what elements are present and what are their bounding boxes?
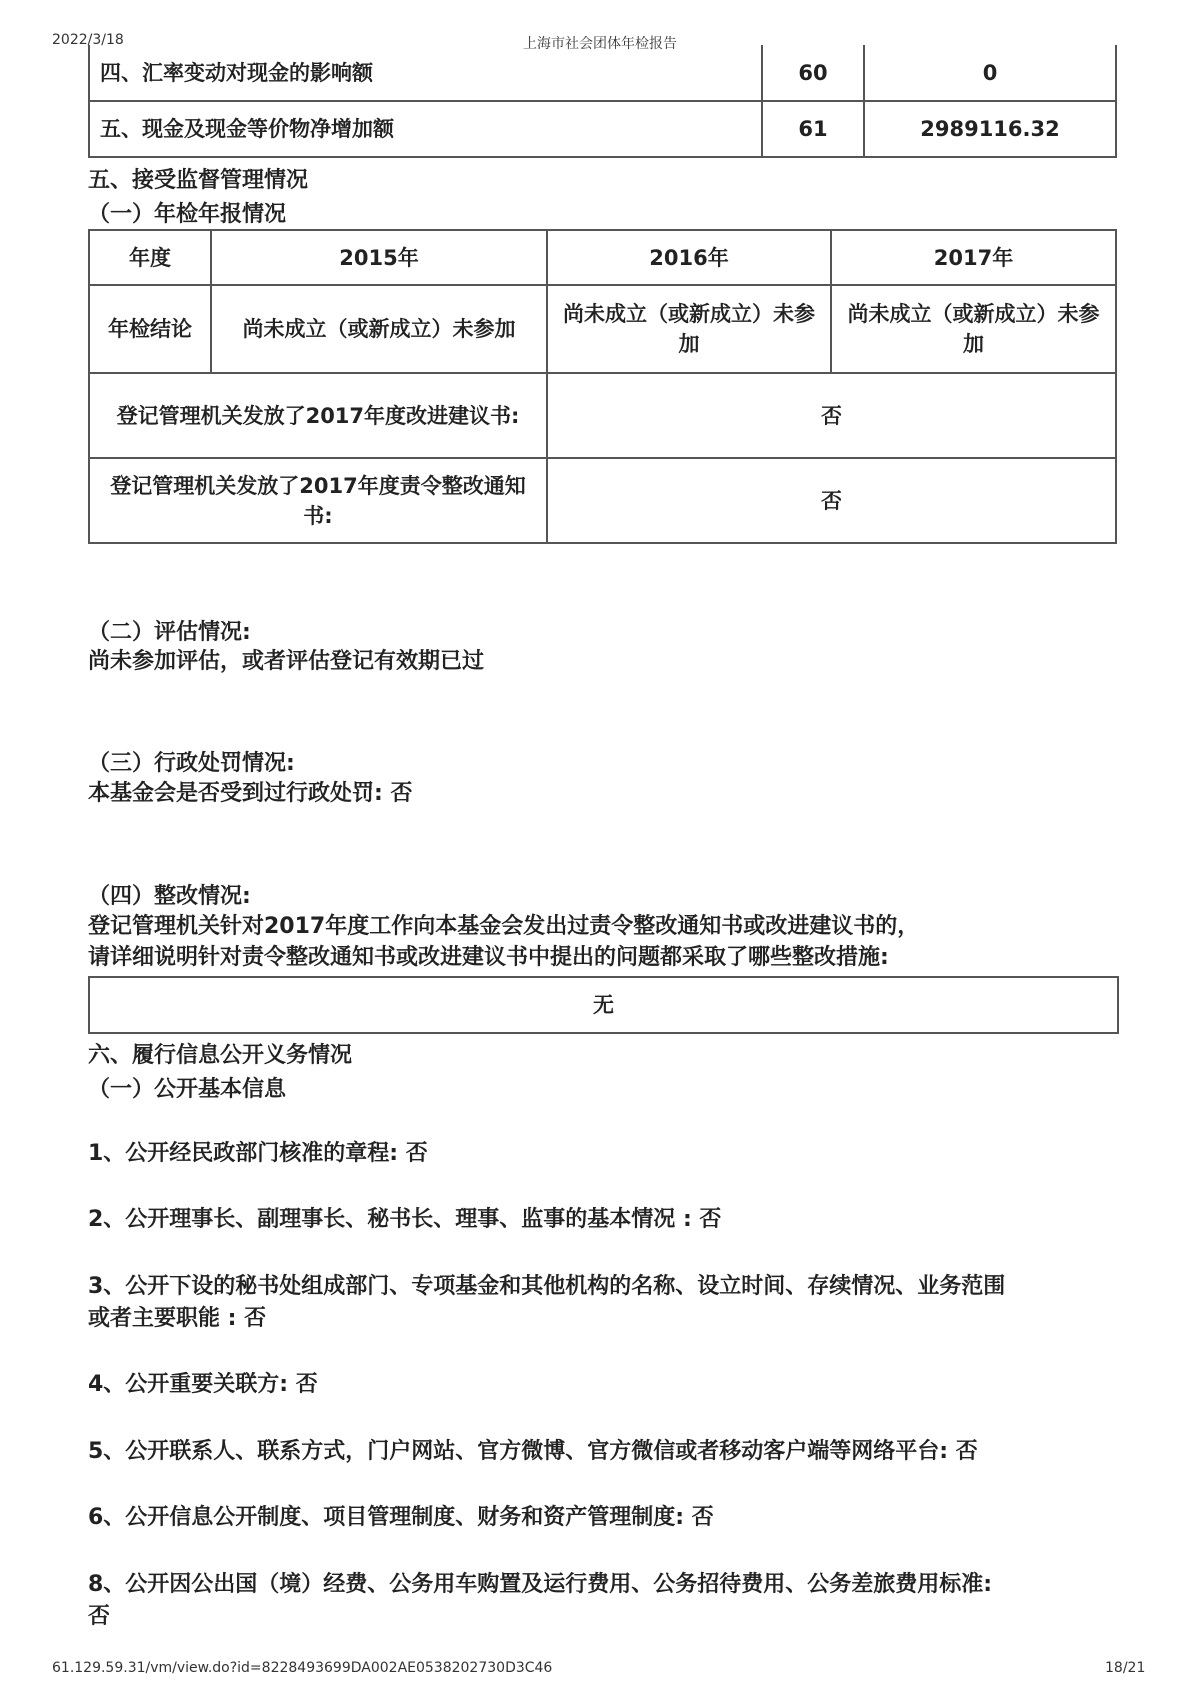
footer-url: 61.129.59.31/vm/view.do?id=8228493699DA002AE0538202730D3C46 bbox=[52, 1660, 553, 1676]
disclosure-item: 否 bbox=[88, 1604, 111, 1629]
disclosure-item: 5、公开联系人、联系方式，门户网站、官方微博、官方微信或者移动客户端等网络平台: 否 bbox=[88, 1439, 978, 1464]
conclusion-cell: 尚未成立（或新成立）未参加 bbox=[211, 285, 547, 373]
disclosure-item: 6、公开信息公开制度、项目管理制度、财务和资产管理制度: 否 bbox=[88, 1505, 714, 1530]
rectification-text: 请详细说明针对责令整改通知书或改进建议书中提出的问题都采取了哪些整改措施: bbox=[88, 945, 889, 970]
subsection-title: （一）年检年报情况 bbox=[88, 202, 287, 227]
disclosure-item: 或者主要职能 : 否 bbox=[88, 1306, 267, 1331]
row-label: 五、现金及现金等价物净增加额 bbox=[89, 101, 762, 157]
row-line-number: 60 bbox=[762, 45, 864, 101]
subsection-title: （一）公开基本信息 bbox=[88, 1077, 287, 1102]
rectify-value: 否 bbox=[547, 458, 1116, 543]
subsection-title: （二）评估情况: bbox=[88, 620, 251, 645]
row-label: 四、汇率变动对现金的影响额 bbox=[89, 45, 762, 101]
table-row bbox=[89, 101, 1116, 157]
page-header-title: 上海市社会团体年检报告 bbox=[523, 36, 677, 52]
table-row bbox=[89, 230, 1116, 285]
improve-label: 登记管理机关发放了2017年度改进建议书: bbox=[89, 373, 547, 458]
subsection-title: （三）行政处罚情况: bbox=[88, 751, 295, 776]
penalty-text: 本基金会是否受到过行政处罚: 否 bbox=[88, 781, 413, 806]
row-value: 0 bbox=[864, 45, 1116, 101]
disclosure-item: 2、公开理事长、副理事长、秘书长、理事、监事的基本情况 : 否 bbox=[88, 1207, 722, 1232]
year-header: 年度 bbox=[89, 230, 211, 285]
rectification-text: 登记管理机关针对2017年度工作向本基金会发出过责令整改通知书或改进建议书的， bbox=[88, 914, 920, 939]
disclosure-item: 3、公开下设的秘书处组成部门、专项基金和其他机构的名称、设立时间、存续情况、业务范围 bbox=[88, 1274, 1006, 1299]
table-row bbox=[89, 458, 1116, 543]
disclosure-item: 8、公开因公出国（境）经费、公务用车购置及运行费用、公务招待费用、公务差旅费用标准: bbox=[88, 1572, 993, 1597]
rectify-label: 登记管理机关发放了2017年度责令整改通知书: bbox=[89, 458, 547, 543]
table-row bbox=[89, 373, 1116, 458]
improve-value: 否 bbox=[547, 373, 1116, 458]
disclosure-item: 1、公开经民政部门核准的章程: 否 bbox=[88, 1141, 428, 1166]
cash-flow-table bbox=[88, 45, 1117, 158]
disclosure-item: 4、公开重要关联方: 否 bbox=[88, 1372, 318, 1397]
year-cell: 2016年 bbox=[547, 230, 831, 285]
year-cell: 2017年 bbox=[831, 230, 1116, 285]
conclusion-cell: 尚未成立（或新成立）未参加 bbox=[831, 285, 1116, 373]
evaluation-text: 尚未参加评估，或者评估登记有效期已过 bbox=[88, 649, 485, 674]
row-value: 2989116.32 bbox=[864, 101, 1116, 157]
rectification-box: 无 bbox=[88, 976, 1119, 1034]
subsection-title: （四）整改情况: bbox=[88, 884, 251, 909]
print-date: 2022/3/18 bbox=[52, 32, 124, 48]
row-line-number: 61 bbox=[762, 101, 864, 157]
section-title: 六、履行信息公开义务情况 bbox=[88, 1043, 353, 1068]
table-row bbox=[89, 45, 1116, 101]
conclusion-header: 年检结论 bbox=[89, 285, 211, 373]
conclusion-cell: 尚未成立（或新成立）未参加 bbox=[547, 285, 831, 373]
page-number: 18/21 bbox=[1105, 1660, 1146, 1676]
table-row bbox=[89, 285, 1116, 373]
year-cell: 2015年 bbox=[211, 230, 547, 285]
section-title: 五、接受监督管理情况 bbox=[88, 168, 309, 193]
inspection-table bbox=[88, 229, 1117, 544]
